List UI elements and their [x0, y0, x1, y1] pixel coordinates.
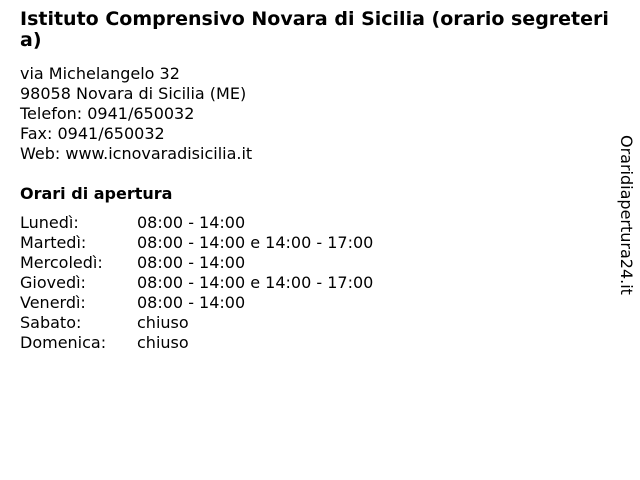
day-label: Sabato:: [20, 313, 82, 332]
phone-number: Telefon: 0941/650032: [20, 104, 195, 123]
day-hours: 08:00 - 14:00: [137, 253, 246, 272]
day-label: Martedì:: [20, 233, 87, 252]
opening-hours-heading: Orari di apertura: [20, 184, 173, 203]
city-address: 98058 Novara di Sicilia (ME): [20, 84, 247, 103]
day-hours: 08:00 - 14:00: [137, 293, 246, 312]
website: Web: www.icnovaradisicilia.it: [20, 144, 253, 163]
day-hours: 08:00 - 14:00 e 14:00 - 17:00: [137, 233, 374, 252]
day-label: Lunedì:: [20, 213, 79, 232]
fax-number: Fax: 0941/650032: [20, 124, 165, 143]
day-label: Venerdì:: [20, 293, 86, 312]
day-hours: 08:00 - 14:00: [137, 213, 246, 232]
day-hours: 08:00 - 14:00 e 14:00 - 17:00: [137, 273, 374, 292]
day-label: Mercoledì:: [20, 253, 103, 272]
day-hours: chiuso: [137, 313, 189, 332]
day-hours: chiuso: [137, 333, 189, 352]
day-label: Domenica:: [20, 333, 107, 352]
page-title: Istituto Comprensivo Novara di Sicilia (orario segreteria): [20, 8, 609, 51]
address-block: [20, 64, 252, 164]
street-address: via Michelangelo 32: [20, 64, 180, 83]
day-label: Giovedì:: [20, 273, 86, 292]
watermark-text: Oraridiapertura24.it: [617, 135, 636, 295]
